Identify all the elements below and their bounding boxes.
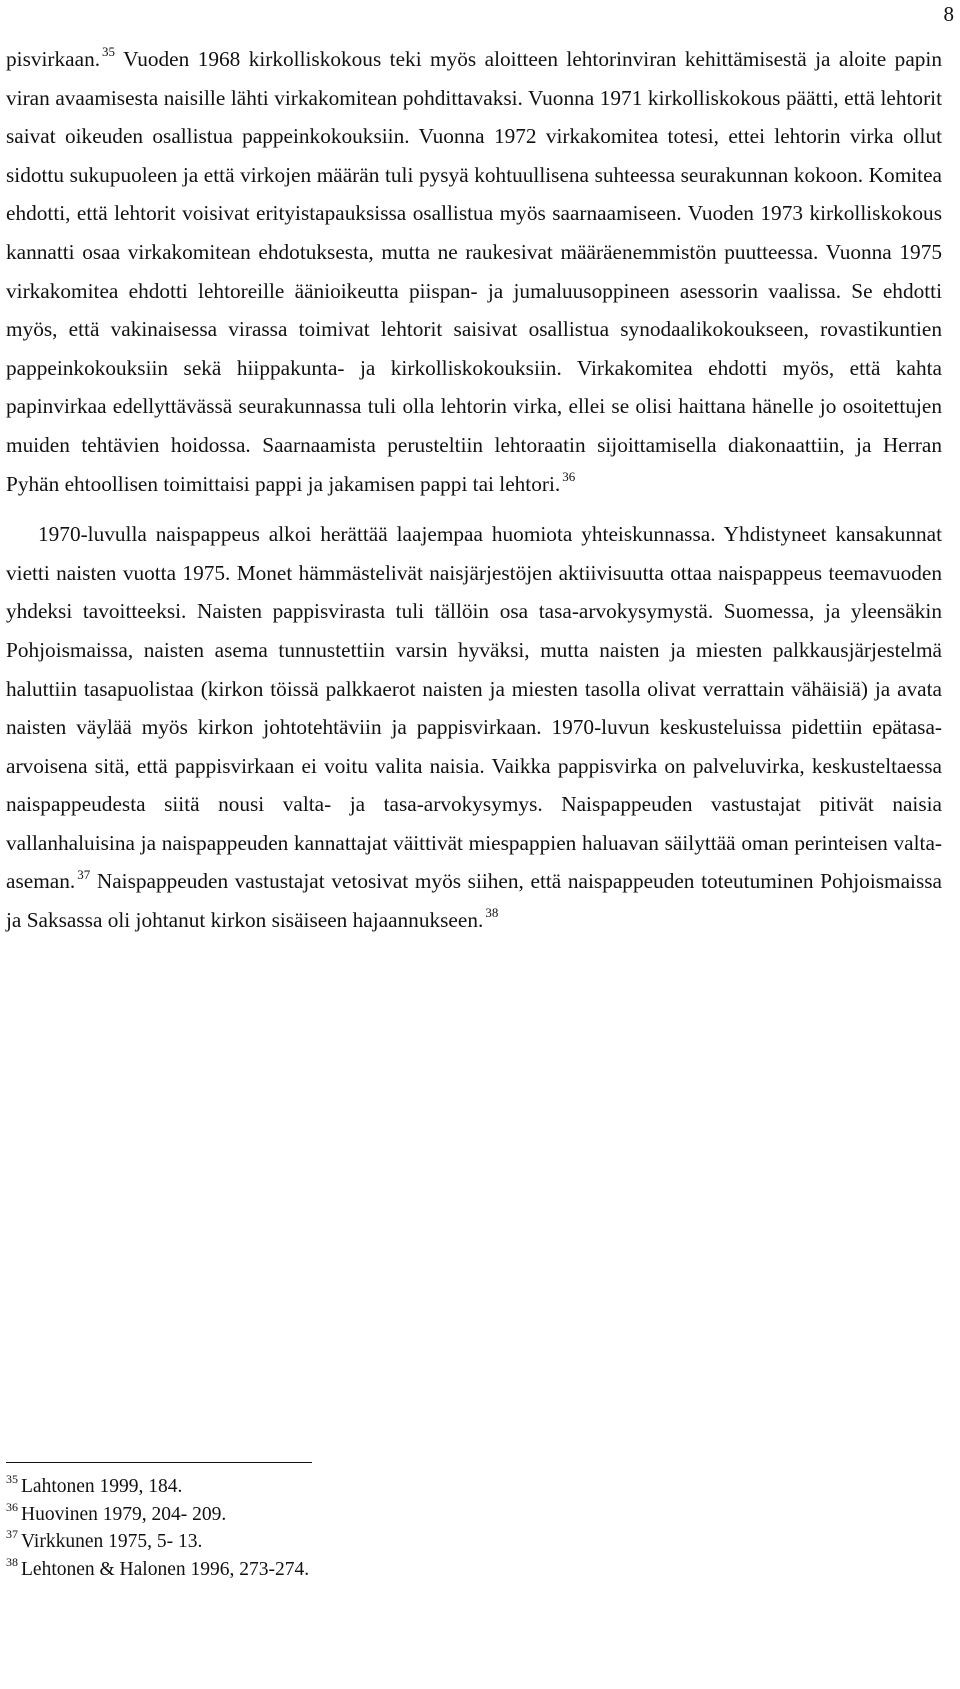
footnote-ref-38: 38	[485, 905, 499, 921]
footnote-text: Lehtonen & Halonen 1996, 273-274.	[21, 1558, 310, 1580]
text-segment: pisvirkaan.	[6, 47, 101, 71]
footnote-text: Virkkunen 1975, 5- 13.	[21, 1531, 203, 1552]
footnote-ref-35: 35	[102, 44, 116, 60]
footnote-number: 37	[6, 1527, 18, 1541]
footnote-number: 38	[6, 1554, 18, 1569]
footnote-38	[6, 1556, 806, 1584]
text-segment: Vuoden 1968 kirkolliskokous teki myös aloitteen lehtorinviran kehittämisestä ja aloite papin viran avaamisesta naisille lähti virkakomitean pohdittavaksi. Vuonna 1971 kirkolliskokous päätti, että lehtorit saivat oikeuden osallistua pappeinkokouksiin. Vuonna 1972 virkakomitea totesi, ettei lehtorin virka ollut sidottu sukupuoleen ja että virkojen määrän tuli pysyä kohtuullisena suhteessa seurakunnan kokoon. Komitea ehdotti, että lehtorit voisivat erityistapauksissa osallistua myös saarnaamiseen. Vuoden 1973 kirkolliskokous kannatti osaa virkakomitean ehdotuksesta, mutta ne raukesivat määräenemmistön puutteessa. Vuonna 1975 virkakomitea ehdotti lehtoreille äänioikeutta piispan- ja jumaluusoppineen asessorin vaalissa. Se ehdotti myös, että vakinaisessa virassa toimivat lehtorit saisivat osallistua synodaalikokoukseen, rovastikuntien pappeinkokouksiin sekä hiippakunta- ja kirkolliskokouksiin. Virkakomitea ehdotti myös, että kahta papinvirkaa edellyttävässä seurakunnassa tuli olla lehtorin virka, ellei se olisi haittana hänelle jo osoitettujen muiden tehtävien hoidossa. Saarnaamista perusteltiin lehtoraatin sijoittamisella diakonaattiin, ja Herran Pyhän ehtoollisen toimittaisi pappi ja jakamisen pappi tai lehtori.	[6, 47, 942, 496]
footnote-ref-37: 37	[77, 866, 91, 882]
footnote-text: Lahtonen 1999, 184.	[21, 1476, 183, 1497]
text-segment: Naispappeuden vastustajat vetosivat myös siihen, että naispappeuden toteutuminen Pohjoismaissa ja Saksassa oli johtanut kirkon sisäiseen hajaannukseen.	[6, 869, 942, 933]
footnote-number: 36	[6, 1499, 18, 1514]
footnote-37	[6, 1528, 806, 1556]
footnote-separator	[6, 1462, 312, 1463]
footnote-35	[6, 1473, 806, 1501]
page-number: 8	[943, 2, 954, 26]
paragraph-1	[6, 40, 942, 503]
text-segment: 1970-luvulla naispappeus alkoi herättää laajempaa huomiota yhteiskunnassa. Yhdistyneet kansakunnat vietti naisten vuotta 1975. Monet hämmästelivät naisjärjestöjen aktiivisuutta ottaa naispappeus teemavuoden yhdeksi tavoitteeksi. Naisten pappisvirasta tuli tällöin osa tasa-arvokysymystä. Suomessa, ja yleensäkin Pohjoismaissa, naisten asema tunnustettiin varsin hyväksi, mutta naisten ja miesten palkkausjärjestelmä haluttiin tasapuolistaa (kirkon töissä palkkaerot naisten ja miesten tasolla olivat verrattain vähäisiä) ja avata naisten väylää myös kirkon johtotehtäviin ja pappisvirkaan. 1970-luvun keskusteluissa pidettiin epätasa-arvoisena sitä, että pappisvirkaan ei voitu valita naisia. Vaikka pappisvirka on palveluvirka, keskusteltaessa naispappeudesta siitä nousi valta- ja tasa-arvokysymys. Naispappeuden vastustajat pitivät naisia vallanhaluisina ja naispappeuden kannattajat väittivät miespappien haluavan säilyttää oman perinteisen valta-aseman.	[6, 522, 942, 894]
body-text	[6, 40, 942, 940]
footnote-36	[6, 1501, 806, 1529]
footnote-ref-36: 36	[562, 468, 576, 484]
footnotes	[6, 1473, 806, 1583]
paragraph-2	[6, 515, 942, 940]
footnote-number: 35	[6, 1472, 18, 1486]
footnote-text: Huovinen 1979, 204- 209.	[21, 1503, 227, 1525]
